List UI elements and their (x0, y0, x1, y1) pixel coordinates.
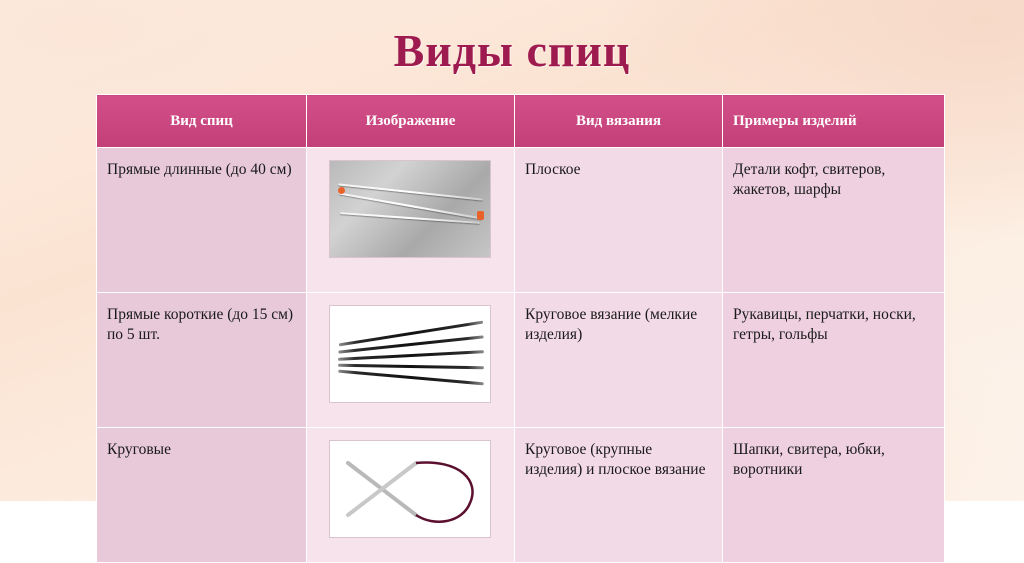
cell-knitting-type: Плоское (515, 148, 723, 293)
needle-types-table-wrapper (96, 94, 944, 563)
page-title: Виды спиц (393, 25, 631, 76)
cell-examples: Шапки, свитера, юбки, воротники (723, 428, 945, 563)
cell-image (307, 293, 515, 428)
cell-image (307, 428, 515, 563)
cell-kind: Прямые длинные (до 40 см) (97, 148, 307, 293)
cell-image (307, 148, 515, 293)
needle-types-table (96, 94, 945, 563)
table-header-row (97, 95, 945, 148)
cell-knitting-type: Круговое вязание (мелкие изделия) (515, 293, 723, 428)
short-double-pointed-needles-photo (329, 305, 491, 403)
cell-examples: Рукавицы, перчатки, носки, гетры, гольфы (723, 293, 945, 428)
circular-needles-drawing (330, 441, 490, 537)
cell-kind: Прямые короткие (до 15 см) по 5 шт. (97, 293, 307, 428)
circular-needles-photo (329, 440, 491, 538)
cell-knitting-type: Круговое (крупные изделия) и плоское вязание (515, 428, 723, 563)
table-row (97, 148, 945, 293)
table-row (97, 293, 945, 428)
column-header-examples: Примеры изделий (723, 95, 945, 148)
long-straight-needles-photo (329, 160, 491, 258)
column-header-kind: Вид спиц (97, 95, 307, 148)
cell-kind: Круговые (97, 428, 307, 563)
table-row (97, 428, 945, 563)
column-header-knitting-type: Вид вязания (515, 95, 723, 148)
column-header-image: Изображение (307, 95, 515, 148)
cell-examples: Детали кофт, свитеров, жакетов, шарфы (723, 148, 945, 293)
